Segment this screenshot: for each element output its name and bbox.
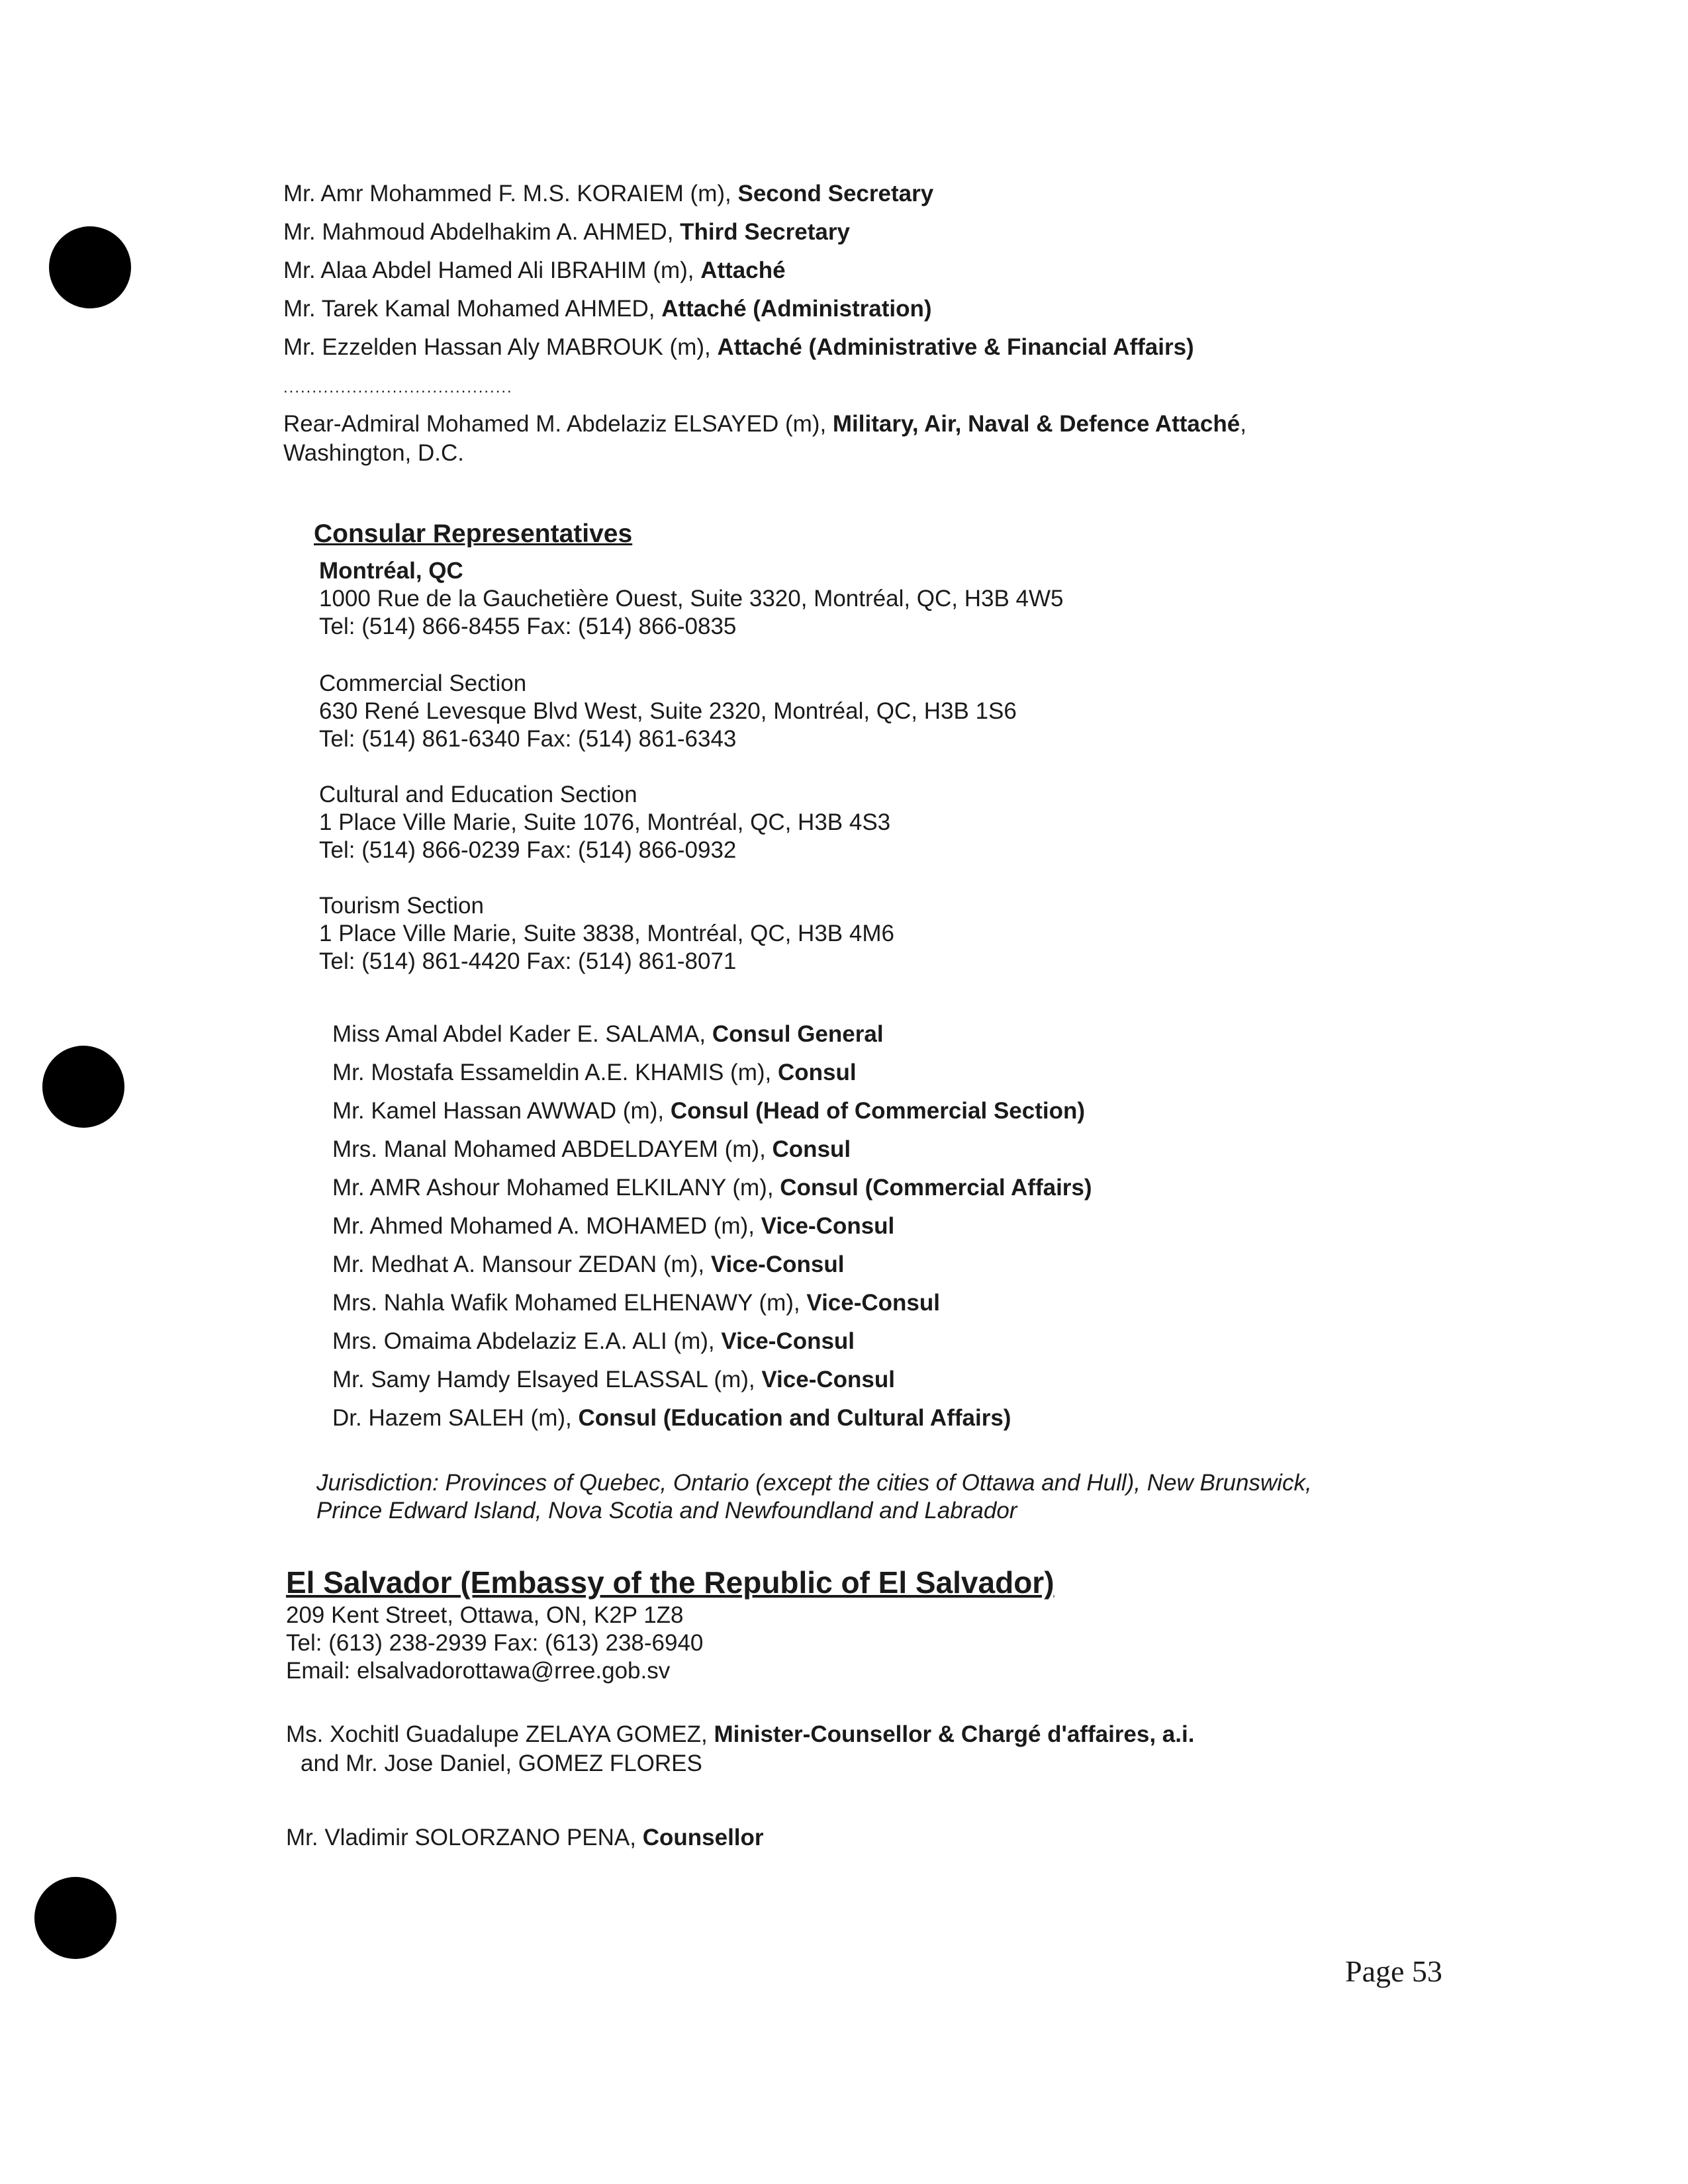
punch-hole-middle <box>42 1046 124 1128</box>
officer-entry: Mrs. Nahla Wafik Mohamed ELHENAWY (m), Vice-Consul <box>332 1290 940 1316</box>
officer-entry: Mr. Medhat A. Mansour ZEDAN (m), Vice-Consul <box>332 1251 845 1277</box>
staff-entry: Mr. Amr Mohammed F. M.S. KORAIEM (m), Second Secretary <box>283 181 934 206</box>
staff-entry: Mr. Ezzelden Hassan Aly MABROUK (m), Attaché (Administrative & Financial Affairs) <box>283 334 1194 360</box>
officer-entry: Mr. Kamel Hassan AWWAD (m), Consul (Head of Commercial Section) <box>332 1098 1086 1124</box>
consular-address: 1000 Rue de la Gauchetière Ouest, Suite 3320, Montréal, QC, H3B 4W5 <box>319 586 1064 612</box>
consular-city: Montréal, QC <box>319 558 463 584</box>
officer-entry: Mr. Ahmed Mohamed A. MOHAMED (m), Vice-Consul <box>332 1213 895 1239</box>
officer-entry: Mr. AMR Ashour Mohamed ELKILANY (m), Consul (Commercial Affairs) <box>332 1175 1092 1201</box>
staff-entry: Mr. Alaa Abdel Hamed Ali IBRAHIM (m), Attaché <box>283 257 786 283</box>
consular-phone: Tel: (514) 866-8455 Fax: (514) 866-0835 <box>319 614 737 639</box>
punch-hole-top <box>49 226 131 308</box>
officer-entry: Mrs. Omaima Abdelaziz E.A. ALI (m), Vice-Consul <box>332 1328 855 1354</box>
el-salvador-phone: Tel: (613) 238-2939 Fax: (613) 238-6940 <box>286 1630 704 1656</box>
el-salvador-address: 209 Kent Street, Ottawa, ON, K2P 1Z8 <box>286 1602 684 1628</box>
officer-entry: Dr. Hazem SALEH (m), Consul (Education and Cultural Affairs) <box>332 1405 1011 1431</box>
officer-entry: Mr. Mostafa Essameldin A.E. KHAMIS (m), Consul <box>332 1060 857 1085</box>
punch-hole-bottom <box>34 1877 117 1959</box>
consular-heading: Consular Representatives <box>314 520 633 548</box>
staff-entry: Mr. Tarek Kamal Mohamed AHMED, Attaché (Administration) <box>283 296 932 322</box>
page-number: Page 53 <box>1345 1954 1442 1988</box>
el-salvador-counsellor: Mr. Vladimir SOLORZANO PENA, Counsellor <box>286 1825 764 1850</box>
officer-entry: Mr. Samy Hamdy Elsayed ELASSAL (m), Vice-Consul <box>332 1367 895 1392</box>
separator-dots: ........................................ <box>283 379 513 396</box>
el-salvador-heading: El Salvador (Embassy of the Republic of El Salvador) <box>286 1565 1055 1600</box>
officer-entry: Miss Amal Abdel Kader E. SALAMA, Consul General <box>332 1021 884 1047</box>
staff-entry: Mr. Mahmoud Abdelhakim A. AHMED, Third Secretary <box>283 219 850 245</box>
officer-entry: Mrs. Manal Mohamed ABDELDAYEM (m), Consul <box>332 1136 851 1162</box>
el-salvador-email: Email: elsalvadorottawa@rree.gob.sv <box>286 1658 671 1684</box>
